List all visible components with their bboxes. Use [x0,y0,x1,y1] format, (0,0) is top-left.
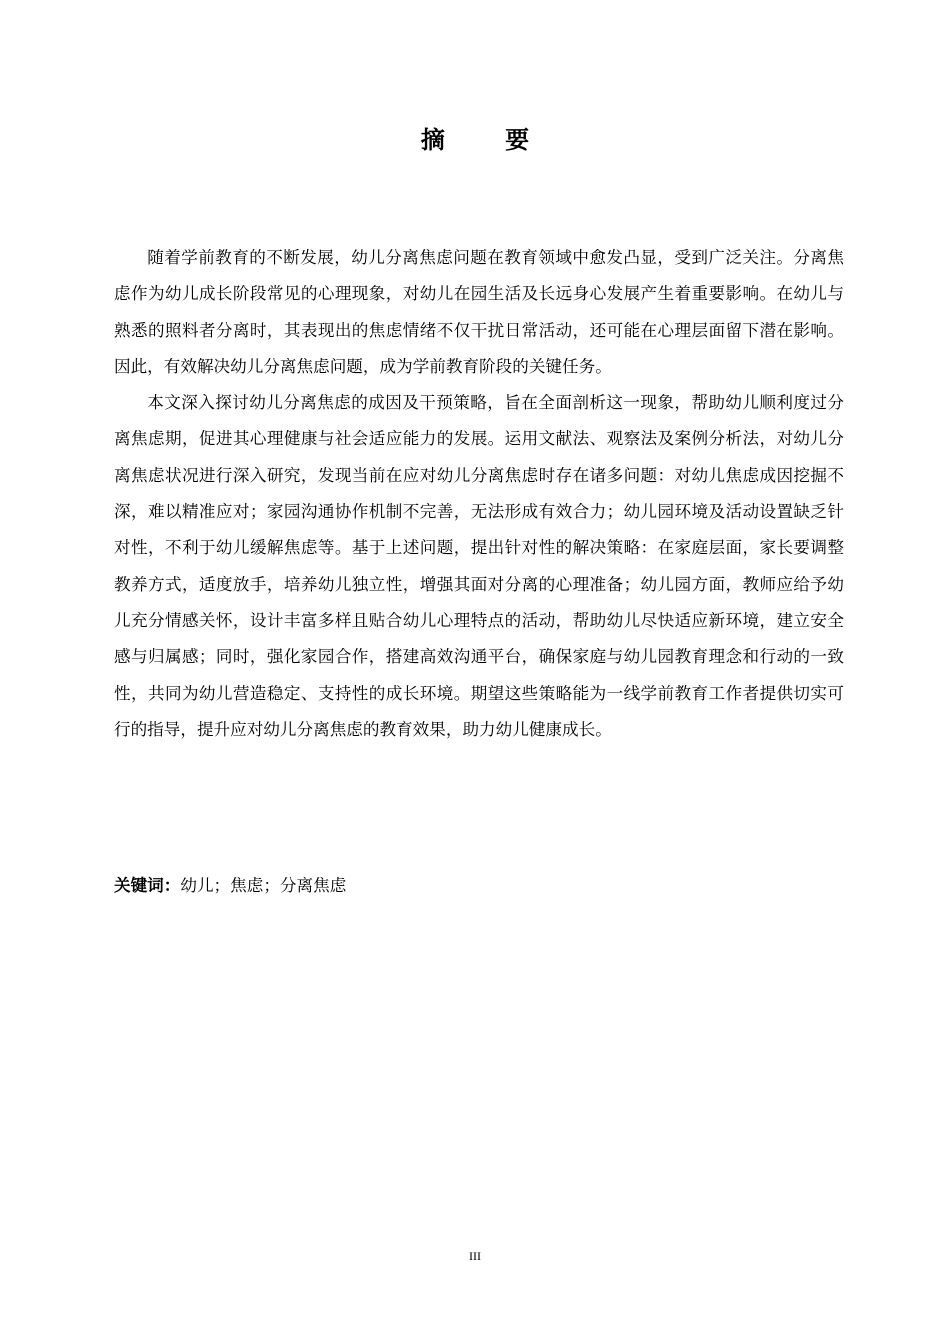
abstract-body [114,240,844,748]
page-number: III [469,1249,481,1263]
abstract-title: 摘 要 [420,126,556,154]
keywords-label: 关键词： [114,876,181,895]
abstract-paragraph-1: 随着学前教育的不断发展，幼儿分离焦虑问题在教育领域中愈发凸显，受到广泛关注。分离焦虑作为幼儿成长阶段常见的心理现象，对幼儿在园生活及长远身心发展产生着重要影响。在幼儿与熟悉的照料者分离时，其表现出的焦虑情绪不仅干扰日常活动，还可能在心理层面留下潜在影响。因此，有效解决幼儿分离焦虑问题，成为学前教育阶段的关键任务。 [114,248,844,376]
keywords-line [114,872,844,900]
abstract-paragraph-2: 本文深入探讨幼儿分离焦虑的成因及干预策略，旨在全面剖析这一现象，帮助幼儿顺利度过分离焦虑期，促进其心理健康与社会适应能力的发展。运用文献法、观察法及案例分析法，对幼儿分离焦虑状况进行深入研究，发现当前在应对幼儿分离焦虑时存在诸多问题：对幼儿焦虑成因挖掘不深，难以精准应对；家园沟通协作机制不完善，无法形成有效合力；幼儿园环境及活动设置缺乏针对性，不利于幼儿缓解焦虑等。基于上述问题，提出针对性的解决策略：在家庭层面，家长要调整教养方式，适度放手，培养幼儿独立性，增强其面对分离的心理准备；幼儿园方面，教师应给予幼儿充分情感关怀，设计丰富多样且贴合幼儿心理特点的活动，帮助幼儿尽快适应新环境，建立安全感与归属感；同时，强化家园合作，搭建高效沟通平台，确保家庭与幼儿园教育理念和行动的一致性，共同为幼儿营造稳定、支持性的成长环境。期望这些策略能为一线学前教育工作者提供切实可行的指导，提升应对幼儿分离焦虑的教育效果，助力幼儿健康成长。 [114,393,844,739]
keywords-value: 幼儿；焦虑；分离焦虑 [180,876,347,895]
